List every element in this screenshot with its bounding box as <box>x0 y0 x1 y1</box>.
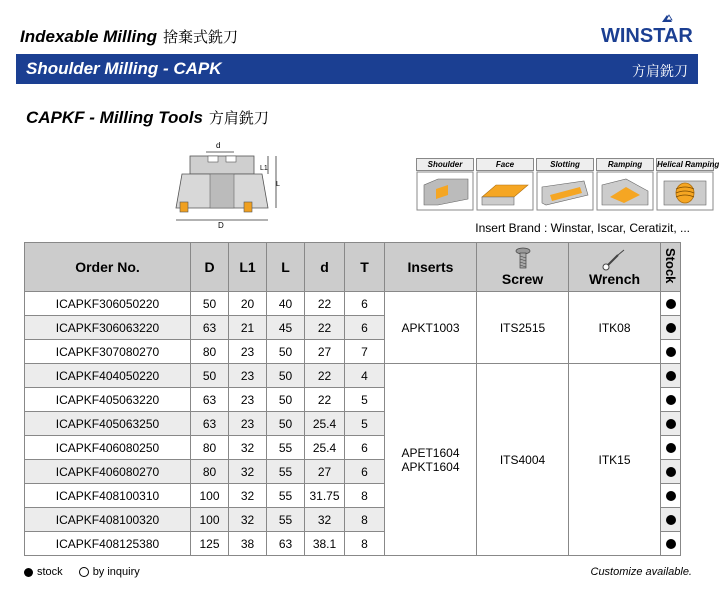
cell-stock <box>661 460 681 484</box>
op-slotting <box>536 158 594 214</box>
spec-table <box>24 242 681 556</box>
page-title-zh: 捨棄式銑刀 <box>162 29 238 46</box>
cell-L1: 32 <box>229 460 267 484</box>
cell-stock <box>661 484 681 508</box>
screw-icon <box>512 247 534 271</box>
legend-inquiry: by inquiry <box>92 566 140 578</box>
col-d: d <box>305 243 345 292</box>
cell-L1: 23 <box>229 412 267 436</box>
cell-screw: ITS4004 <box>477 364 569 556</box>
page-title <box>20 26 238 47</box>
cell-order: ICAPKF404050220 <box>25 364 191 388</box>
cell-L: 55 <box>267 508 305 532</box>
cell-D: 50 <box>191 364 229 388</box>
stock-dot <box>666 491 676 501</box>
cell-T: 8 <box>345 484 385 508</box>
cell-order: ICAPKF405063250 <box>25 412 191 436</box>
cell-d: 31.75 <box>305 484 345 508</box>
cell-L: 55 <box>267 484 305 508</box>
cell-L: 55 <box>267 460 305 484</box>
section-band <box>16 54 698 84</box>
op-label: Ramping <box>596 158 654 171</box>
cell-D: 125 <box>191 532 229 556</box>
inquiry-legend-icon <box>79 567 89 577</box>
cell-D: 50 <box>191 292 229 316</box>
product-title-zh: 方肩銑刀 <box>208 110 269 127</box>
cell-L1: 21 <box>229 316 267 340</box>
cell-order: ICAPKF408100320 <box>25 508 191 532</box>
diagram-label-d: d <box>216 141 221 150</box>
cell-inserts: APKT1003 <box>385 292 477 364</box>
cell-stock <box>661 316 681 340</box>
cell-wrench: ITK15 <box>569 364 661 556</box>
col-L1: L1 <box>229 243 267 292</box>
col-L: L <box>267 243 305 292</box>
logo-text: WINSTAR <box>601 25 693 47</box>
col-screw <box>477 243 569 292</box>
cell-D: 63 <box>191 388 229 412</box>
col-wrench-label: Wrench <box>588 271 641 287</box>
cell-order: ICAPKF306050220 <box>25 292 191 316</box>
cell-inserts: APET1604 APKT1604 <box>385 364 477 556</box>
cell-D: 80 <box>191 436 229 460</box>
cell-L1: 23 <box>229 364 267 388</box>
cell-L: 50 <box>267 412 305 436</box>
cell-stock <box>661 364 681 388</box>
legend-stock: stock <box>37 566 63 578</box>
op-helical-ramping <box>656 158 719 214</box>
cell-L: 50 <box>267 364 305 388</box>
cell-stock <box>661 292 681 316</box>
cell-d: 22 <box>305 316 345 340</box>
slotting-icon <box>536 171 594 211</box>
col-T: T <box>345 243 385 292</box>
stock-dot <box>666 467 676 477</box>
stock-dot <box>666 515 676 525</box>
stock-dot <box>666 299 676 309</box>
cell-T: 8 <box>345 508 385 532</box>
cell-d: 32 <box>305 508 345 532</box>
cell-d: 25.4 <box>305 436 345 460</box>
band-title: Shoulder Milling - CAPK <box>26 59 222 78</box>
op-shoulder <box>416 158 474 214</box>
ramping-icon <box>596 171 654 211</box>
cell-T: 5 <box>345 388 385 412</box>
col-screw-label: Screw <box>501 271 544 287</box>
stock-legend-icon <box>24 568 33 577</box>
table-header <box>25 243 681 292</box>
cell-d: 25.4 <box>305 412 345 436</box>
cell-T: 8 <box>345 532 385 556</box>
winstar-logo <box>600 10 696 46</box>
cell-L1: 32 <box>229 508 267 532</box>
helical-ramping-icon <box>656 171 714 211</box>
cell-d: 22 <box>305 388 345 412</box>
cell-stock <box>661 532 681 556</box>
cell-L1: 38 <box>229 532 267 556</box>
diagram-label-L: L <box>276 181 280 188</box>
cell-T: 6 <box>345 292 385 316</box>
col-inserts: Inserts <box>385 243 477 292</box>
cell-screw: ITS2515 <box>477 292 569 364</box>
cell-D: 80 <box>191 460 229 484</box>
diagram-label-D: D <box>218 221 224 230</box>
stock-dot <box>666 539 676 549</box>
cell-L1: 32 <box>229 484 267 508</box>
cell-wrench: ITK08 <box>569 292 661 364</box>
stock-dot <box>666 323 676 333</box>
cell-d: 38.1 <box>305 532 345 556</box>
cell-L1: 23 <box>229 340 267 364</box>
cell-L: 40 <box>267 292 305 316</box>
insert-brand-note: Insert Brand : Winstar, Iscar, Ceratizit, ... <box>475 221 690 235</box>
op-label: Helical Ramping <box>657 160 719 169</box>
cell-stock <box>661 508 681 532</box>
stock-dot <box>666 419 676 429</box>
cell-D: 80 <box>191 340 229 364</box>
stock-dot <box>666 371 676 381</box>
stock-dot <box>666 395 676 405</box>
band-title-zh: 方肩銑刀 <box>632 63 688 79</box>
op-label: Slotting <box>536 158 594 171</box>
cell-D: 63 <box>191 412 229 436</box>
product-title <box>26 107 269 128</box>
cell-T: 5 <box>345 412 385 436</box>
table-row <box>25 364 681 388</box>
cell-order: ICAPKF307080270 <box>25 340 191 364</box>
page-title-text: Indexable Milling <box>20 27 157 46</box>
cell-order: ICAPKF408100310 <box>25 484 191 508</box>
cell-stock <box>661 388 681 412</box>
legend <box>24 566 140 578</box>
cell-d: 22 <box>305 364 345 388</box>
cell-T: 7 <box>345 340 385 364</box>
cell-order: ICAPKF406080250 <box>25 436 191 460</box>
cell-stock <box>661 340 681 364</box>
wrench-icon <box>600 247 630 271</box>
cell-D: 100 <box>191 508 229 532</box>
cell-L1: 32 <box>229 436 267 460</box>
tool-diagram <box>172 138 282 230</box>
cell-T: 6 <box>345 436 385 460</box>
customize-note: Customize available. <box>590 566 692 578</box>
cell-L: 45 <box>267 316 305 340</box>
cell-d: 27 <box>305 460 345 484</box>
cell-L: 50 <box>267 388 305 412</box>
cell-L: 55 <box>267 436 305 460</box>
cell-order: ICAPKF408125380 <box>25 532 191 556</box>
cell-T: 4 <box>345 364 385 388</box>
cell-d: 27 <box>305 340 345 364</box>
cell-order: ICAPKF405063220 <box>25 388 191 412</box>
cell-order: ICAPKF306063220 <box>25 316 191 340</box>
cell-stock <box>661 436 681 460</box>
cell-D: 63 <box>191 316 229 340</box>
col-order-no: Order No. <box>25 243 191 292</box>
op-label: Face <box>476 158 534 171</box>
cell-T: 6 <box>345 460 385 484</box>
cell-L1: 20 <box>229 292 267 316</box>
cell-L1: 23 <box>229 388 267 412</box>
op-ramping <box>596 158 654 214</box>
col-D: D <box>191 243 229 292</box>
cell-D: 100 <box>191 484 229 508</box>
op-label: Shoulder <box>416 158 474 171</box>
col-wrench <box>569 243 661 292</box>
col-stock-label: Stock <box>663 247 678 284</box>
face-icon <box>476 171 534 211</box>
shoulder-icon <box>416 171 474 211</box>
cell-L: 63 <box>267 532 305 556</box>
op-face <box>476 158 534 214</box>
product-title-text: CAPKF - Milling Tools <box>26 108 203 127</box>
cell-order: ICAPKF406080270 <box>25 460 191 484</box>
cell-T: 6 <box>345 316 385 340</box>
col-stock <box>661 243 681 292</box>
stock-dot <box>666 347 676 357</box>
stock-dot <box>666 443 676 453</box>
table-row <box>25 292 681 316</box>
cell-L: 50 <box>267 340 305 364</box>
cell-stock <box>661 412 681 436</box>
cell-d: 22 <box>305 292 345 316</box>
diagram-label-L1: L1 <box>260 165 268 172</box>
